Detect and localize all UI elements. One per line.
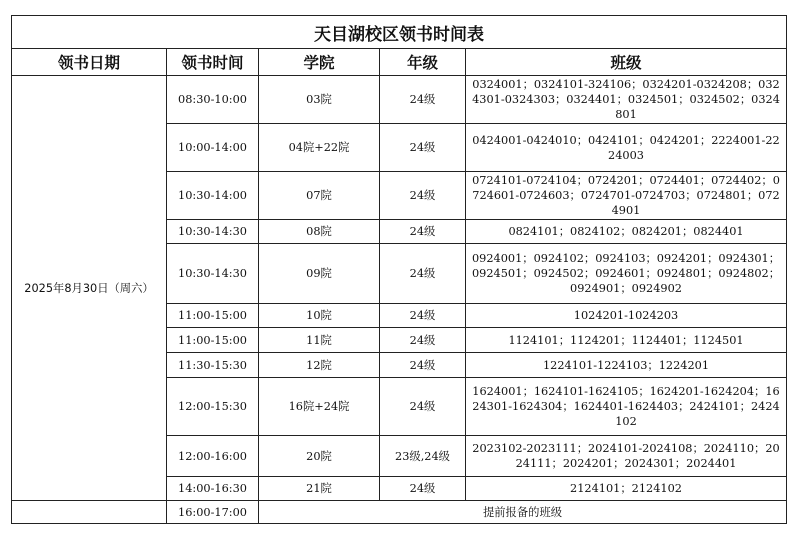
college-cell: 16院+24院 bbox=[259, 378, 380, 436]
classes-cell: 0424001-0424010；0424101；0424201；2224001-2224003 bbox=[466, 124, 787, 172]
time-cell: 12:00-15:30 bbox=[167, 378, 259, 436]
classes-cell: 1024201-1024203 bbox=[466, 304, 787, 328]
grade-cell: 24级 bbox=[380, 76, 466, 124]
grade-cell: 24级 bbox=[380, 353, 466, 378]
college-cell: 11院 bbox=[259, 328, 380, 353]
college-cell: 10院 bbox=[259, 304, 380, 328]
time-cell: 10:30-14:30 bbox=[167, 220, 259, 244]
time-cell: 12:00-16:00 bbox=[167, 436, 259, 477]
time-cell: 16:00-17:00 bbox=[167, 501, 259, 524]
header-college: 学院 bbox=[259, 49, 380, 76]
time-cell: 11:00-15:00 bbox=[167, 304, 259, 328]
grade-cell: 24级 bbox=[380, 328, 466, 353]
header-classes: 班级 bbox=[466, 49, 787, 76]
pickup-date-cell: 2025年8月30日（周六） bbox=[12, 76, 167, 501]
schedule-table bbox=[11, 15, 787, 524]
classes-cell: 1224101-1224103；1224201 bbox=[466, 353, 787, 378]
college-cell: 09院 bbox=[259, 244, 380, 304]
classes-cell: 1624001；1624101-1624105；1624201-1624204；1624301-1624304；1624401-1624403；2424101；2424102 bbox=[466, 378, 787, 436]
college-cell: 07院 bbox=[259, 172, 380, 220]
classes-cell: 0324001；0324101-324106；0324201-0324208；0324301-0324303；0324401；0324501；0324502；0324801 bbox=[466, 76, 787, 124]
grade-cell: 24级 bbox=[380, 378, 466, 436]
grade-cell: 24级 bbox=[380, 304, 466, 328]
header-time: 领书时间 bbox=[167, 49, 259, 76]
time-cell: 08:30-10:00 bbox=[167, 76, 259, 124]
note-cell: 提前报备的班级 bbox=[259, 501, 787, 524]
college-cell: 04院+22院 bbox=[259, 124, 380, 172]
college-cell: 03院 bbox=[259, 76, 380, 124]
time-cell: 11:00-15:00 bbox=[167, 328, 259, 353]
table-title: 天目湖校区领书时间表 bbox=[12, 16, 787, 49]
classes-cell: 0724101-0724104；0724201；0724401；0724402；0724601-0724603；0724701-0724703；0724801；0724901 bbox=[466, 172, 787, 220]
grade-cell: 24级 bbox=[380, 477, 466, 501]
time-cell: 10:30-14:00 bbox=[167, 172, 259, 220]
grade-cell: 24级 bbox=[380, 124, 466, 172]
grade-cell: 24级 bbox=[380, 172, 466, 220]
classes-cell: 0824101；0824102；0824201；0824401 bbox=[466, 220, 787, 244]
grade-cell: 23级,24级 bbox=[380, 436, 466, 477]
empty-date-cell bbox=[12, 501, 167, 524]
header-grade: 年级 bbox=[380, 49, 466, 76]
time-cell: 10:30-14:30 bbox=[167, 244, 259, 304]
classes-cell: 1124101；1124201；1124401；1124501 bbox=[466, 328, 787, 353]
college-cell: 21院 bbox=[259, 477, 380, 501]
college-cell: 12院 bbox=[259, 353, 380, 378]
header-date: 领书日期 bbox=[12, 49, 167, 76]
time-cell: 11:30-15:30 bbox=[167, 353, 259, 378]
grade-cell: 24级 bbox=[380, 244, 466, 304]
college-cell: 08院 bbox=[259, 220, 380, 244]
table-row bbox=[12, 76, 787, 124]
classes-cell: 2023102-2023111；2024101-2024108；2024110；2024111；2024201；2024301；2024401 bbox=[466, 436, 787, 477]
grade-cell: 24级 bbox=[380, 220, 466, 244]
time-cell: 14:00-16:30 bbox=[167, 477, 259, 501]
classes-cell: 2124101；2124102 bbox=[466, 477, 787, 501]
time-cell: 10:00-14:00 bbox=[167, 124, 259, 172]
classes-cell: 0924001；0924102；0924103；0924201；0924301；0924501；0924502；0924601；0924801；0924802；0924901；0924902 bbox=[466, 244, 787, 304]
table-row bbox=[12, 501, 787, 524]
college-cell: 20院 bbox=[259, 436, 380, 477]
